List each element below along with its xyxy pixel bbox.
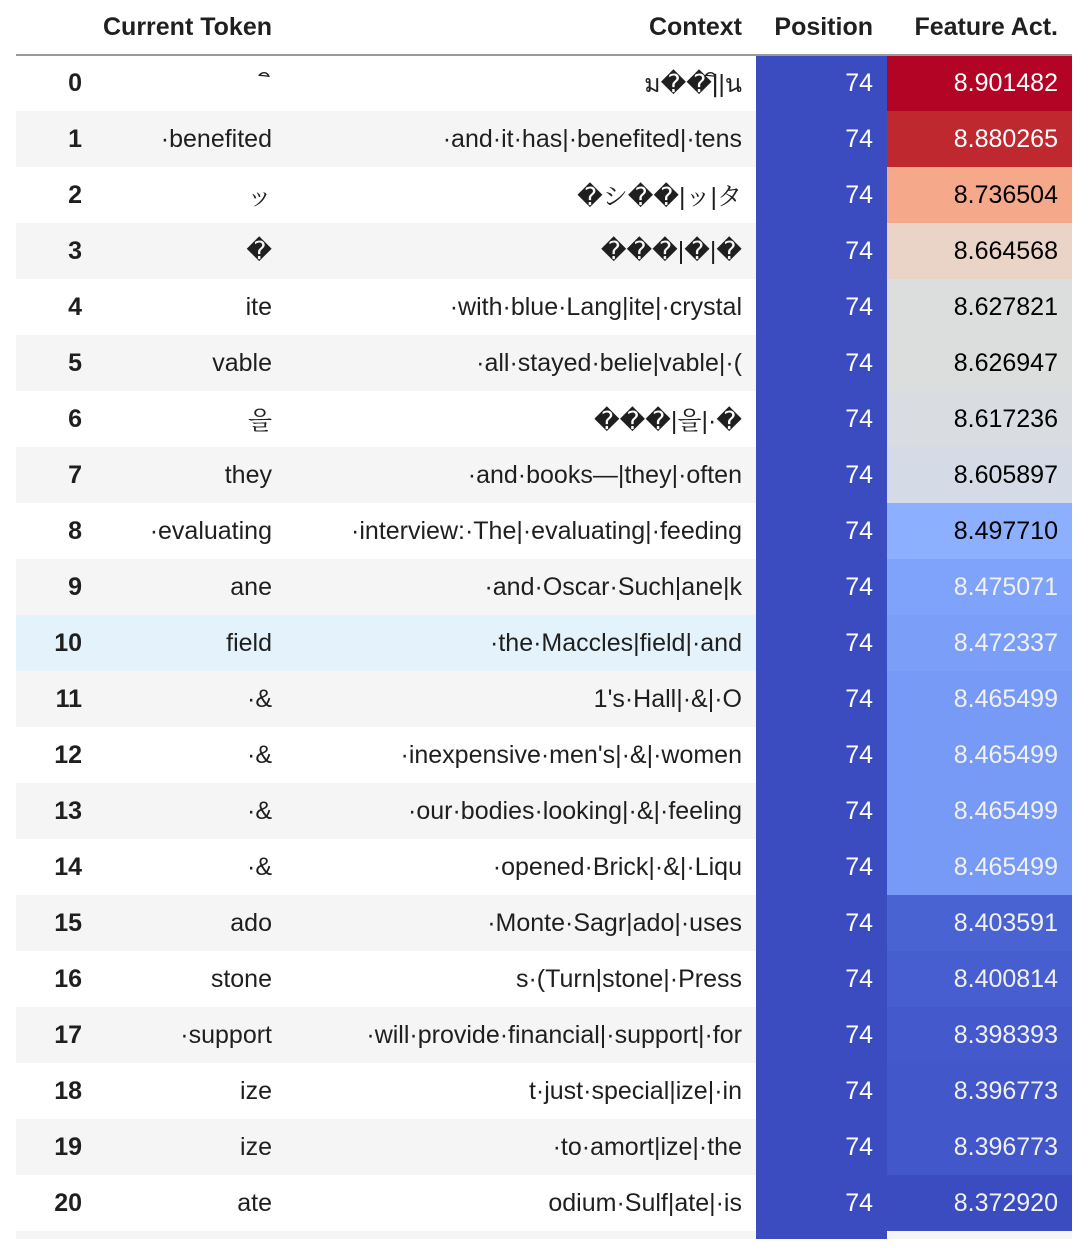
current-token-cell: ane: [96, 559, 286, 615]
row-index: 14: [16, 839, 96, 895]
position-cell: 74: [756, 559, 887, 615]
position-cell: 74: [756, 503, 887, 559]
table-row[interactable]: [16, 1007, 1072, 1063]
context-cell: ���|�|�: [286, 223, 756, 279]
position-cell: 74: [756, 1007, 887, 1063]
feature-activation-cell: 8.627821: [887, 279, 1072, 335]
table-row[interactable]: [16, 391, 1072, 447]
current-token-cell: ·benefited: [96, 111, 286, 167]
partial-cell: [887, 1231, 1072, 1239]
context-cell: ·our·bodies·looking|·&|·feeling: [286, 783, 756, 839]
current-token-cell: ize: [96, 1063, 286, 1119]
position-cell: 74: [756, 615, 887, 671]
context-cell: ·to·amort|ize|·the: [286, 1119, 756, 1175]
row-index: 4: [16, 279, 96, 335]
position-cell: 74: [756, 951, 887, 1007]
position-cell: 74: [756, 279, 887, 335]
row-index: 16: [16, 951, 96, 1007]
position-cell: 74: [756, 447, 887, 503]
current-token-cell: �: [96, 223, 286, 279]
table-row[interactable]: [16, 55, 1072, 111]
table-row[interactable]: [16, 895, 1072, 951]
table-row[interactable]: [16, 951, 1072, 1007]
context-cell: odium·Sulf|ate|·is: [286, 1175, 756, 1231]
context-cell: ���|을|·�: [286, 391, 756, 447]
feature-activation-cell: 8.465499: [887, 727, 1072, 783]
feature-activation-header[interactable]: Feature Act.: [887, 0, 1072, 55]
table-row[interactable]: [16, 223, 1072, 279]
position-cell: 74: [756, 55, 887, 111]
current-token-cell: ado: [96, 895, 286, 951]
current-token-cell: ·&: [96, 727, 286, 783]
row-index: 17: [16, 1007, 96, 1063]
table-row[interactable]: [16, 503, 1072, 559]
current-token-cell: ッ: [96, 167, 286, 223]
context-cell: ม��|ิ|น: [286, 55, 756, 111]
table-row[interactable]: [16, 279, 1072, 335]
current-token-cell: ite: [96, 279, 286, 335]
context-cell: ·Monte·Sagr|ado|·uses: [286, 895, 756, 951]
partial-cell: [96, 1231, 286, 1239]
position-cell: 74: [756, 839, 887, 895]
current-token-cell: they: [96, 447, 286, 503]
current-token-cell: [96, 55, 286, 111]
feature-activation-cell: 8.465499: [887, 783, 1072, 839]
partial-cell: [286, 1231, 756, 1239]
table-row[interactable]: [16, 167, 1072, 223]
index-header: [16, 0, 96, 55]
partial-cell: [16, 1231, 96, 1239]
feature-activation-cell: 8.465499: [887, 839, 1072, 895]
context-cell: ·opened·Brick|·&|·Liqu: [286, 839, 756, 895]
table-row[interactable]: [16, 447, 1072, 503]
feature-activation-cell: 8.605897: [887, 447, 1072, 503]
feature-activation-cell: 8.475071: [887, 559, 1072, 615]
context-cell: 1's·Hall|·&|·O: [286, 671, 756, 727]
table-row[interactable]: [16, 1119, 1072, 1175]
feature-activation-cell: 8.497710: [887, 503, 1072, 559]
feature-activation-cell: 8.403591: [887, 895, 1072, 951]
feature-activation-cell: 8.664568: [887, 223, 1072, 279]
row-index: 5: [16, 335, 96, 391]
table-row[interactable]: [16, 335, 1072, 391]
position-cell: 74: [756, 335, 887, 391]
row-index: 3: [16, 223, 96, 279]
context-cell: ·all·stayed·belie|vable|·(: [286, 335, 756, 391]
position-cell: 74: [756, 1063, 887, 1119]
table-row[interactable]: [16, 559, 1072, 615]
table-row[interactable]: [16, 1175, 1072, 1231]
current-token-cell: ate: [96, 1175, 286, 1231]
current-token-cell: vable: [96, 335, 286, 391]
current-token-cell: ize: [96, 1119, 286, 1175]
row-index: 18: [16, 1063, 96, 1119]
table-row-partial: [16, 1231, 1072, 1239]
feature-activation-cell: 8.626947: [887, 335, 1072, 391]
table-row[interactable]: [16, 839, 1072, 895]
row-index: 1: [16, 111, 96, 167]
feature-activation-cell: 8.396773: [887, 1119, 1072, 1175]
feature-activation-cell: 8.617236: [887, 391, 1072, 447]
current-token-cell: ·&: [96, 839, 286, 895]
activation-table-container: [16, 0, 1057, 1239]
current-token-cell: ·support: [96, 1007, 286, 1063]
table-row[interactable]: [16, 783, 1072, 839]
context-cell: s·(Turn|stone|·Press: [286, 951, 756, 1007]
feature-activation-cell: 8.396773: [887, 1063, 1072, 1119]
feature-activation-cell: 8.880265: [887, 111, 1072, 167]
current-token-cell: ·&: [96, 671, 286, 727]
row-index: 9: [16, 559, 96, 615]
table-header-row: [16, 0, 1072, 55]
feature-activation-cell: 8.400814: [887, 951, 1072, 1007]
current-token-cell: ·evaluating: [96, 503, 286, 559]
position-cell: 74: [756, 783, 887, 839]
context-cell: ·and·Oscar·Such|ane|k: [286, 559, 756, 615]
row-index: 15: [16, 895, 96, 951]
position-cell: 74: [756, 1119, 887, 1175]
context-cell: �シ��|ッ|タ: [286, 167, 756, 223]
feature-activation-cell: 8.736504: [887, 167, 1072, 223]
feature-activation-cell: 8.472337: [887, 615, 1072, 671]
row-index: 6: [16, 391, 96, 447]
row-index: 20: [16, 1175, 96, 1231]
activation-table: [16, 0, 1072, 1239]
position-cell: 74: [756, 727, 887, 783]
context-header[interactable]: Context: [286, 0, 756, 55]
row-index: 19: [16, 1119, 96, 1175]
current-token-cell: 을: [96, 391, 286, 447]
table-row[interactable]: [16, 1063, 1072, 1119]
context-cell: ·inexpensive·men's|·&|·women: [286, 727, 756, 783]
row-index: 11: [16, 671, 96, 727]
row-index: 2: [16, 167, 96, 223]
current-token-cell: stone: [96, 951, 286, 1007]
position-cell: 74: [756, 895, 887, 951]
position-cell: 74: [756, 167, 887, 223]
feature-activation-cell: 8.901482: [887, 55, 1072, 111]
current-token-cell: field: [96, 615, 286, 671]
context-cell: ·will·provide·financial|·support|·for: [286, 1007, 756, 1063]
row-index: 8: [16, 503, 96, 559]
context-cell: ·and·it·has|·benefited|·tens: [286, 111, 756, 167]
context-cell: ·with·blue·Lang|ite|·crystal: [286, 279, 756, 335]
feature-activation-cell: 8.398393: [887, 1007, 1072, 1063]
context-cell: ·the·Maccles|field|·and: [286, 615, 756, 671]
partial-cell: [756, 1231, 887, 1239]
feature-activation-cell: 8.372920: [887, 1175, 1072, 1231]
position-header[interactable]: Position: [756, 0, 887, 55]
table-row[interactable]: [16, 111, 1072, 167]
row-index: 7: [16, 447, 96, 503]
position-cell: 74: [756, 111, 887, 167]
position-cell: 74: [756, 391, 887, 447]
context-cell: t·just·special|ize|·in: [286, 1063, 756, 1119]
table-row[interactable]: [16, 615, 1072, 671]
context-cell: ·and·books—|they|·often: [286, 447, 756, 503]
row-index: 13: [16, 783, 96, 839]
table-row[interactable]: [16, 727, 1072, 783]
current-token-header[interactable]: Current Token: [96, 0, 286, 55]
position-cell: 74: [756, 671, 887, 727]
row-index: 0: [16, 55, 96, 111]
row-index: 12: [16, 727, 96, 783]
current-token-cell: ·&: [96, 783, 286, 839]
row-index: 10: [16, 615, 96, 671]
context-cell: ·interview:·The|·evaluating|·feeding: [286, 503, 756, 559]
table-row[interactable]: [16, 671, 1072, 727]
position-cell: 74: [756, 1175, 887, 1231]
position-cell: 74: [756, 223, 887, 279]
feature-activation-cell: 8.465499: [887, 671, 1072, 727]
